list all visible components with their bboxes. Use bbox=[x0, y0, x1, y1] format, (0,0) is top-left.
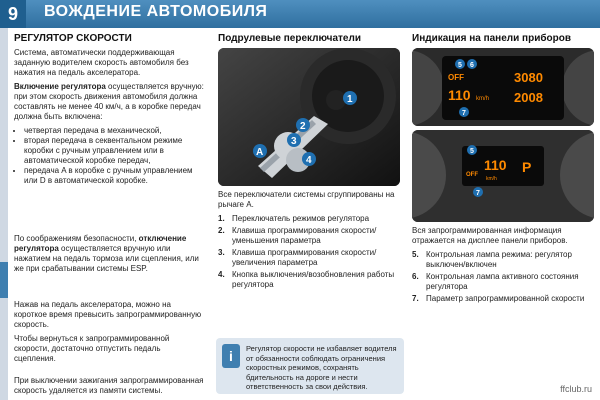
display-column bbox=[412, 34, 594, 306]
item-text: Контрольная лампа режима: регулятор выключен/включен bbox=[426, 250, 572, 269]
lcd1-label-7: 7 bbox=[462, 110, 466, 117]
callout-3: 3 bbox=[291, 136, 297, 147]
intro-text: Вся запрограммированная информация отражается на дисплее панели приборов. bbox=[412, 226, 568, 245]
lcd2-unit: km/h bbox=[486, 176, 497, 182]
switch-list bbox=[218, 214, 400, 290]
item-text: Кнопка выключения/возобновления работы регулятора bbox=[232, 270, 395, 289]
disable-paragraph bbox=[14, 234, 204, 274]
callout-A: A bbox=[256, 147, 264, 158]
list-item: • вторая передача в секвентальном режиме коробки с ручным управлением или в автоматической коробке передач, bbox=[24, 136, 204, 166]
page-title: ВОЖДЕНИЕ АВТОМОБИЛЯ bbox=[44, 3, 268, 20]
list-item bbox=[218, 248, 400, 268]
item-text: Клавиша программирования скорости/уменьшения параметра bbox=[232, 226, 377, 245]
side-strip bbox=[0, 28, 8, 400]
note-text: Регулятор скорости не избавляет водителя от обязанности соблюдать ограничения скоростных режимов, сохранять бдительность на дороге и нести ответственность за свои действия. bbox=[246, 344, 397, 391]
disable-pre: По соображениям безопасности, bbox=[14, 234, 139, 243]
enable-bold: Включение регулятора bbox=[14, 82, 106, 91]
override-paragraph: Нажав на педаль акселератора, можно на короткое время превысить запрограммированную скорость. bbox=[14, 300, 202, 329]
item-number: 6. bbox=[412, 272, 419, 281]
section-title: РЕГУЛЯТОР СКОРОСТИ bbox=[14, 33, 132, 44]
chapter-number: 9 bbox=[0, 0, 26, 28]
lcd2-gear: P bbox=[522, 159, 532, 175]
list-item: • четвертая передача в механической, bbox=[24, 126, 204, 136]
page-header bbox=[0, 0, 600, 28]
list-item bbox=[218, 226, 400, 246]
steering-lever-image bbox=[218, 48, 400, 186]
lcd2-label-7: 7 bbox=[476, 190, 480, 197]
lcd1-label-6: 6 bbox=[470, 62, 474, 69]
item-number: 5. bbox=[412, 250, 419, 259]
item-number: 3. bbox=[218, 248, 225, 257]
description: Система, автоматически поддерживающая заданную водителем скорость автомобиля без нажатия на педаль акселератора. bbox=[14, 48, 189, 77]
section-title: Индикация на панели приборов bbox=[412, 33, 572, 44]
disable-text: осуществляется вручную или нажатием на педаль тормоза или сцепления, или же при срабатывании системы ESP. bbox=[14, 244, 199, 273]
item-number: 1. bbox=[218, 214, 225, 223]
lcd1-r2: 2008 bbox=[514, 90, 543, 105]
callout-2: 2 bbox=[300, 121, 306, 132]
resume-paragraph: Чтобы вернуться к запрограммированной скорости, достаточно отпустить педаль сцепления. bbox=[14, 334, 170, 363]
intro-text: Все переключатели системы сгруппированы на рычаге A. bbox=[218, 190, 395, 209]
list-item bbox=[218, 270, 400, 290]
enable-paragraph bbox=[14, 82, 204, 122]
indicator-list bbox=[412, 250, 594, 304]
ignition-paragraph: При выключении зажигания запрограммированная скорость удаляется из памяти системы. bbox=[14, 376, 204, 395]
item-text: Переключатель режимов регулятора bbox=[232, 214, 370, 223]
lcd1-off: OFF bbox=[448, 73, 464, 82]
cruise-control-column bbox=[14, 34, 204, 400]
lcd2-off: OFF bbox=[466, 172, 478, 178]
item-number: 4. bbox=[218, 270, 225, 279]
lcd1-r1: 3080 bbox=[514, 70, 543, 85]
list-item: • передача A в коробке с ручным управлением или D в автоматической коробке. bbox=[24, 166, 204, 186]
instrument-panel-image-2 bbox=[412, 130, 594, 222]
section-title: Подрулевые переключатели bbox=[218, 33, 361, 44]
instrument-panel-image-1 bbox=[412, 48, 594, 126]
list-item bbox=[412, 272, 594, 292]
watermark: ffclub.ru bbox=[560, 384, 592, 394]
info-icon: i bbox=[222, 344, 240, 368]
item-number: 2. bbox=[218, 226, 225, 235]
safety-note bbox=[216, 338, 404, 394]
list-item bbox=[218, 214, 400, 224]
side-tab bbox=[0, 262, 8, 298]
lcd2-speed: 110 bbox=[484, 157, 507, 173]
lcd1-unit: km/h bbox=[476, 96, 490, 102]
item-text: Клавиша программирования скорости/увеличения параметра bbox=[232, 248, 377, 267]
lcd1-label-5: 5 bbox=[458, 62, 462, 69]
item-text: Контрольная лампа активного состояния регулятора bbox=[426, 272, 579, 291]
switches-column bbox=[218, 34, 400, 292]
lcd2-label-5: 5 bbox=[470, 148, 474, 155]
item-text: Параметр запрограммированной скорости bbox=[426, 294, 585, 303]
callout-4: 4 bbox=[306, 155, 312, 166]
gear-list bbox=[14, 126, 204, 186]
disable-bold: отключение регулятора bbox=[14, 234, 187, 253]
callout-1: 1 bbox=[347, 94, 353, 105]
lcd1-speed: 110 bbox=[448, 87, 471, 103]
list-item bbox=[412, 294, 594, 304]
enable-text: осуществляется вручную: при этом скорость движения автомобиля должна составлять не менее 40 км/ч, а в коробке передач должна быть включена: bbox=[14, 82, 204, 121]
list-item bbox=[412, 250, 594, 270]
item-number: 7. bbox=[412, 294, 419, 303]
